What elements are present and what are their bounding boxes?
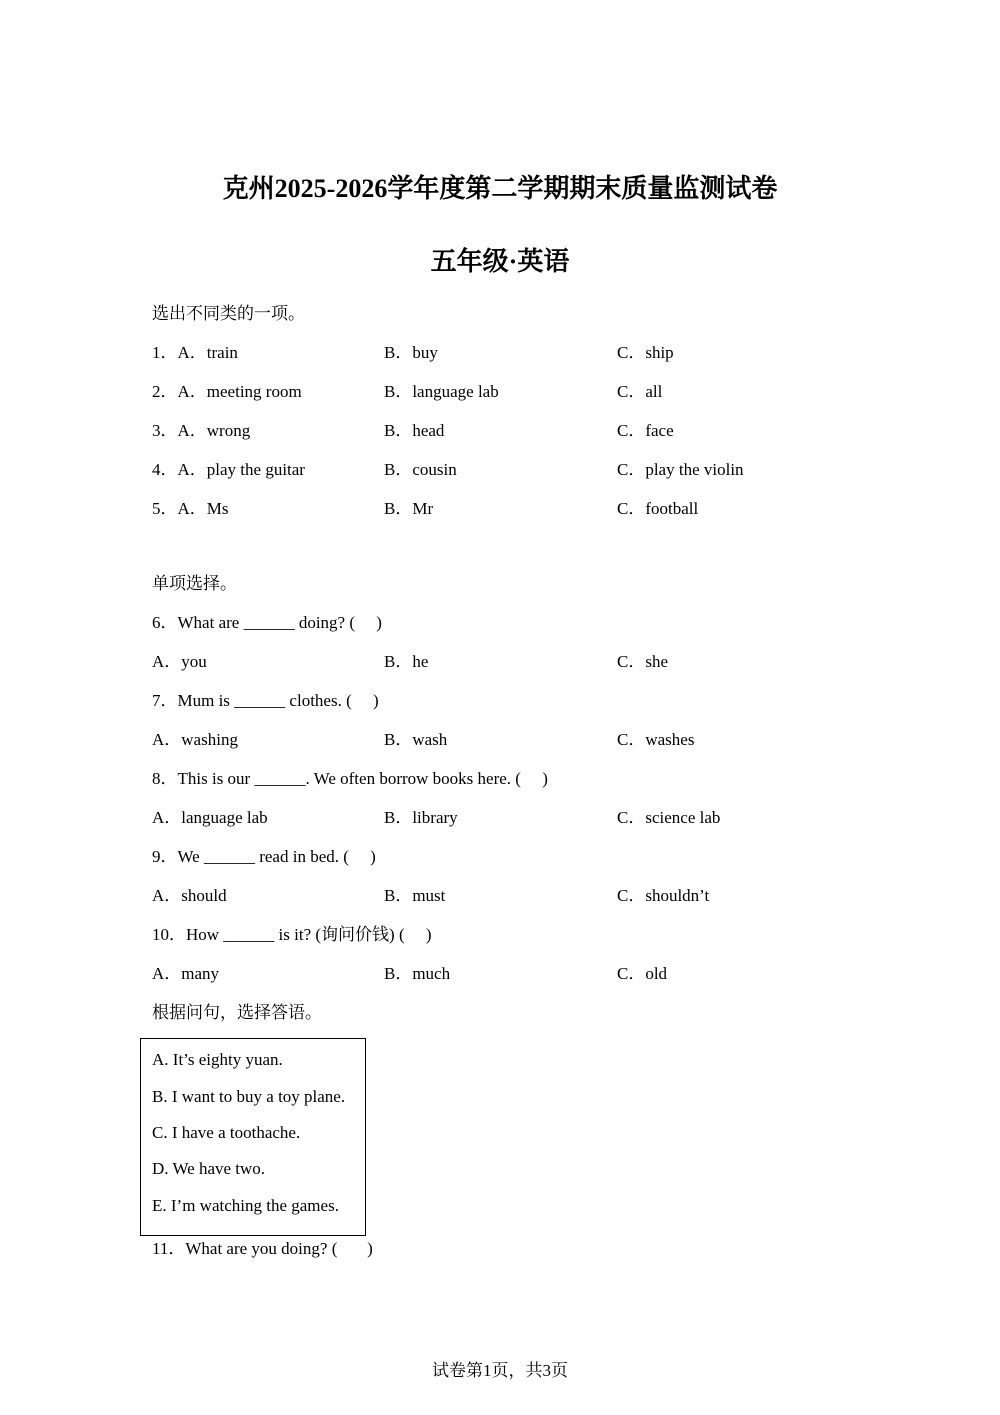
question-option-b: B．wash xyxy=(384,730,448,749)
answer-option: A. It’s eighty yuan. xyxy=(152,1050,283,1069)
question-option-a: A．language lab xyxy=(152,808,268,827)
section2-heading: 单项选择。 xyxy=(152,574,237,593)
question-option-b: B．cousin xyxy=(384,460,457,479)
question-row xyxy=(152,420,852,442)
question-option-c: C．all xyxy=(617,382,663,401)
question-row xyxy=(152,342,852,364)
question-stem: 11．What are you doing? ( ) xyxy=(152,1239,373,1258)
answer-option: E. I’m watching the games. xyxy=(152,1196,339,1215)
answer-option: C. I have a toothache. xyxy=(152,1123,301,1142)
question-option-a: 2．A．meeting room xyxy=(152,382,302,401)
page-footer: 试卷第1页，共3页 xyxy=(432,1361,568,1380)
answer-option: B. I want to buy a toy plane. xyxy=(152,1087,346,1106)
question-option-c: C．play the violin xyxy=(617,460,744,479)
question-option-b: B．much xyxy=(384,964,451,983)
section1-heading: 选出不同类的一项。 xyxy=(152,304,305,323)
question-option-b: B．language lab xyxy=(384,382,499,401)
question-row xyxy=(152,381,852,403)
question-option-a: A．should xyxy=(152,886,227,905)
question-option-b: B．buy xyxy=(384,343,438,362)
question-stem: 7．Mum is ______ clothes. ( ) xyxy=(152,691,379,710)
answer-options-box xyxy=(140,1038,366,1236)
options-row xyxy=(152,807,852,829)
options-row xyxy=(152,963,852,985)
question-option-b: B．he xyxy=(384,652,429,671)
question-option-c: C．football xyxy=(617,499,699,518)
exam-title: 克州2025-2026学年度第二学期期末质量监测试卷 xyxy=(222,174,778,203)
exam-subtitle: 五年级·英语 xyxy=(430,247,570,276)
options-row xyxy=(152,651,852,673)
question-row xyxy=(152,498,852,520)
question-option-c: C．ship xyxy=(617,343,674,362)
question-stem: 10．How ______ is it? (询问价钱) ( ) xyxy=(152,925,432,944)
question-stem: 8．This is our ______. We often borrow books here. ( ) xyxy=(152,769,548,788)
question-option-a: A．you xyxy=(152,652,207,671)
question-option-b: B．head xyxy=(384,421,445,440)
question-option-a: 5．A．Ms xyxy=(152,499,229,518)
section3-heading: 根据问句，选择答语。 xyxy=(152,1003,322,1022)
options-row xyxy=(152,885,852,907)
question-option-c: C．washes xyxy=(617,730,695,749)
question-row xyxy=(152,459,852,481)
answer-option: D. We have two. xyxy=(152,1159,266,1178)
question-option-a: 3．A．wrong xyxy=(152,421,251,440)
question-option-c: C．old xyxy=(617,964,668,983)
question-option-c: C．science lab xyxy=(617,808,721,827)
question-option-a: 4．A．play the guitar xyxy=(152,460,305,479)
question-stem: 6．What are ______ doing? ( ) xyxy=(152,613,382,632)
question-option-c: C．face xyxy=(617,421,674,440)
question-option-a: 1．A．train xyxy=(152,343,238,362)
question-option-c: C．she xyxy=(617,652,668,671)
question-option-a: A．many xyxy=(152,964,220,983)
question-option-b: B．library xyxy=(384,808,458,827)
question-option-b: B．must xyxy=(384,886,446,905)
question-option-b: B．Mr xyxy=(384,499,434,518)
question-option-c: C．shouldn’t xyxy=(617,886,710,905)
question-stem: 9．We ______ read in bed. ( ) xyxy=(152,847,376,866)
question-option-a: A．washing xyxy=(152,730,238,749)
options-row xyxy=(152,729,852,751)
